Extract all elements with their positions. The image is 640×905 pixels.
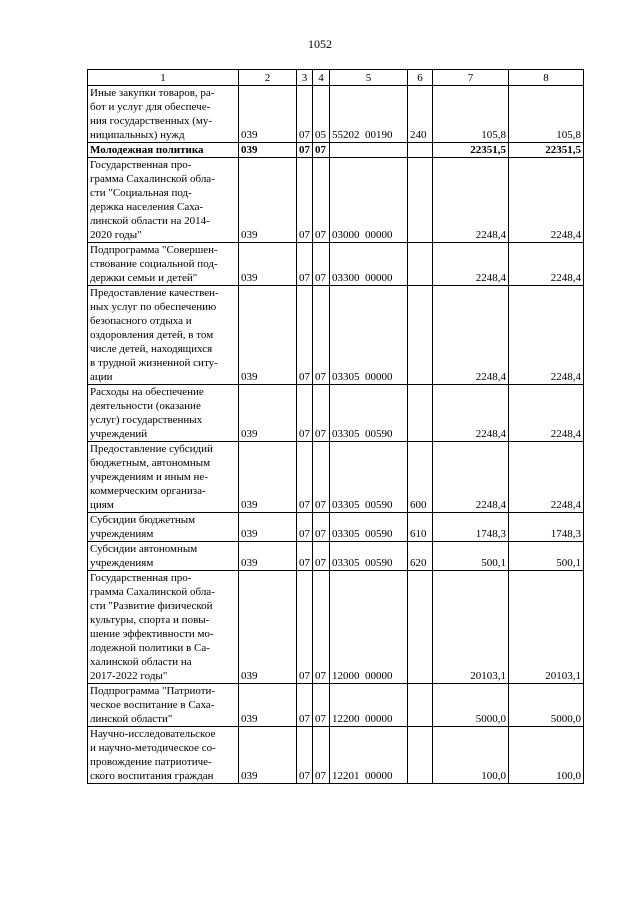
row-name: Субсидии бюджетным учреждениям [88, 513, 239, 542]
column-header: 1 [88, 70, 239, 86]
row-amount-col7: 2248,4 [433, 243, 509, 286]
row-expense-type-code [408, 727, 433, 784]
row-amount-col7: 2248,4 [433, 158, 509, 243]
table-row [88, 243, 584, 286]
row-expense-type-code [408, 286, 433, 385]
row-amount-col8: 2248,4 [509, 442, 584, 513]
row-amount-col8: 2248,4 [509, 158, 584, 243]
row-ministry-code: 039 [239, 286, 297, 385]
row-amount-col7: 5000,0 [433, 684, 509, 727]
column-header: 7 [433, 70, 509, 86]
row-amount-col7: 500,1 [433, 542, 509, 571]
row-amount-col8: 105,8 [509, 86, 584, 143]
table-row [88, 727, 584, 784]
row-section-code: 07 [297, 158, 313, 243]
table-row [88, 571, 584, 684]
row-expense-type-code: 610 [408, 513, 433, 542]
row-ministry-code: 039 [239, 143, 297, 158]
column-header: 3 [297, 70, 313, 86]
row-ministry-code: 039 [239, 727, 297, 784]
row-amount-col8: 2248,4 [509, 286, 584, 385]
row-expense-type-code [408, 385, 433, 442]
row-section-code: 07 [297, 513, 313, 542]
row-target-code: 03000 00000 [330, 158, 408, 243]
row-subsection-code: 07 [313, 143, 330, 158]
row-target-code: 03300 00000 [330, 243, 408, 286]
row-amount-col8: 2248,4 [509, 243, 584, 286]
row-amount-col8: 2248,4 [509, 385, 584, 442]
row-section-code: 07 [297, 727, 313, 784]
row-target-code: 03305 00590 [330, 442, 408, 513]
table-row [88, 513, 584, 542]
row-ministry-code: 039 [239, 158, 297, 243]
table-row [88, 542, 584, 571]
table-row [88, 684, 584, 727]
row-subsection-code: 07 [313, 727, 330, 784]
row-amount-col7: 1748,3 [433, 513, 509, 542]
row-target-code: 03305 00590 [330, 513, 408, 542]
row-name: Молодежная политика [88, 143, 239, 158]
row-expense-type-code: 620 [408, 542, 433, 571]
row-target-code: 12200 00000 [330, 684, 408, 727]
table-row [88, 143, 584, 158]
table-row [88, 286, 584, 385]
table-row [88, 385, 584, 442]
page-number: 1052 [308, 37, 332, 51]
row-expense-type-code [408, 243, 433, 286]
row-target-code: 12201 00000 [330, 727, 408, 784]
row-ministry-code: 039 [239, 86, 297, 143]
row-section-code: 07 [297, 684, 313, 727]
row-section-code: 07 [297, 243, 313, 286]
row-subsection-code: 07 [313, 442, 330, 513]
row-amount-col7: 2248,4 [433, 442, 509, 513]
row-target-code: 55202 00190 [330, 86, 408, 143]
row-subsection-code: 07 [313, 286, 330, 385]
row-section-code: 07 [297, 143, 313, 158]
row-name: Государственная про- грамма Сахалинской обла- сти "Развитие физической культуры, спорта и повы- шение эффективности мо- лодежной политики в Са- халинской области на 2017-2022 годы" [88, 571, 239, 684]
column-header: 6 [408, 70, 433, 86]
column-header: 5 [330, 70, 408, 86]
row-amount-col8: 22351,5 [509, 143, 584, 158]
row-ministry-code: 039 [239, 385, 297, 442]
budget-table [87, 69, 584, 784]
row-ministry-code: 039 [239, 684, 297, 727]
row-expense-type-code [408, 143, 433, 158]
row-amount-col8: 500,1 [509, 542, 584, 571]
row-amount-col7: 20103,1 [433, 571, 509, 684]
row-amount-col8: 5000,0 [509, 684, 584, 727]
row-section-code: 07 [297, 286, 313, 385]
row-name: Государственная про- грамма Сахалинской обла- сти "Социальная под- держка населения Саха- линской области на 2014- 2020 годы" [88, 158, 239, 243]
row-target-code: 03305 00590 [330, 542, 408, 571]
row-subsection-code: 05 [313, 86, 330, 143]
row-amount-col8: 100,0 [509, 727, 584, 784]
column-header: 4 [313, 70, 330, 86]
row-name: Иные закупки товаров, ра- бот и услуг для обеспече- ния государственных (му- ниципальных) нужд [88, 86, 239, 143]
row-amount-col7: 105,8 [433, 86, 509, 143]
row-ministry-code: 039 [239, 571, 297, 684]
row-ministry-code: 039 [239, 542, 297, 571]
row-expense-type-code: 600 [408, 442, 433, 513]
row-amount-col7: 2248,4 [433, 385, 509, 442]
row-subsection-code: 07 [313, 243, 330, 286]
header-row [88, 70, 584, 86]
row-section-code: 07 [297, 571, 313, 684]
row-expense-type-code [408, 158, 433, 243]
row-target-code: 12000 00000 [330, 571, 408, 684]
row-name: Расходы на обеспечение деятельности (оказание услуг) государственных учреждений [88, 385, 239, 442]
row-ministry-code: 039 [239, 442, 297, 513]
row-amount-col8: 1748,3 [509, 513, 584, 542]
row-section-code: 07 [297, 442, 313, 513]
column-header: 8 [509, 70, 584, 86]
row-amount-col7: 22351,5 [433, 143, 509, 158]
row-expense-type-code: 240 [408, 86, 433, 143]
row-subsection-code: 07 [313, 684, 330, 727]
row-amount-col7: 2248,4 [433, 286, 509, 385]
row-target-code: 03305 00000 [330, 286, 408, 385]
row-subsection-code: 07 [313, 385, 330, 442]
row-amount-col8: 20103,1 [509, 571, 584, 684]
row-name: Предоставление субсидий бюджетным, автономным учреждениям и иным не- коммерческим организа- циям [88, 442, 239, 513]
row-name: Предоставление качествен- ных услуг по обеспечению безопасного отдыха и оздоровления детей, в том числе детей, находящихся в трудной жизненной ситу- ации [88, 286, 239, 385]
row-ministry-code: 039 [239, 243, 297, 286]
row-name: Подпрограмма "Совершен- ствование социальной под- держки семьи и детей" [88, 243, 239, 286]
row-expense-type-code [408, 571, 433, 684]
row-section-code: 07 [297, 542, 313, 571]
row-ministry-code: 039 [239, 513, 297, 542]
row-subsection-code: 07 [313, 158, 330, 243]
table-row [88, 86, 584, 143]
column-header: 2 [239, 70, 297, 86]
row-name: Научно-исследовательское и научно-методическое со- провождение патриотиче- ского воспитания граждан [88, 727, 239, 784]
row-target-code: 03305 00590 [330, 385, 408, 442]
row-amount-col7: 100,0 [433, 727, 509, 784]
row-target-code [330, 143, 408, 158]
row-expense-type-code [408, 684, 433, 727]
row-name: Подпрограмма "Патриоти- ческое воспитание в Саха- линской области" [88, 684, 239, 727]
row-subsection-code: 07 [313, 513, 330, 542]
table-row [88, 442, 584, 513]
row-subsection-code: 07 [313, 571, 330, 684]
row-subsection-code: 07 [313, 542, 330, 571]
row-name: Субсидии автономным учреждениям [88, 542, 239, 571]
row-section-code: 07 [297, 86, 313, 143]
table-row [88, 158, 584, 243]
row-section-code: 07 [297, 385, 313, 442]
